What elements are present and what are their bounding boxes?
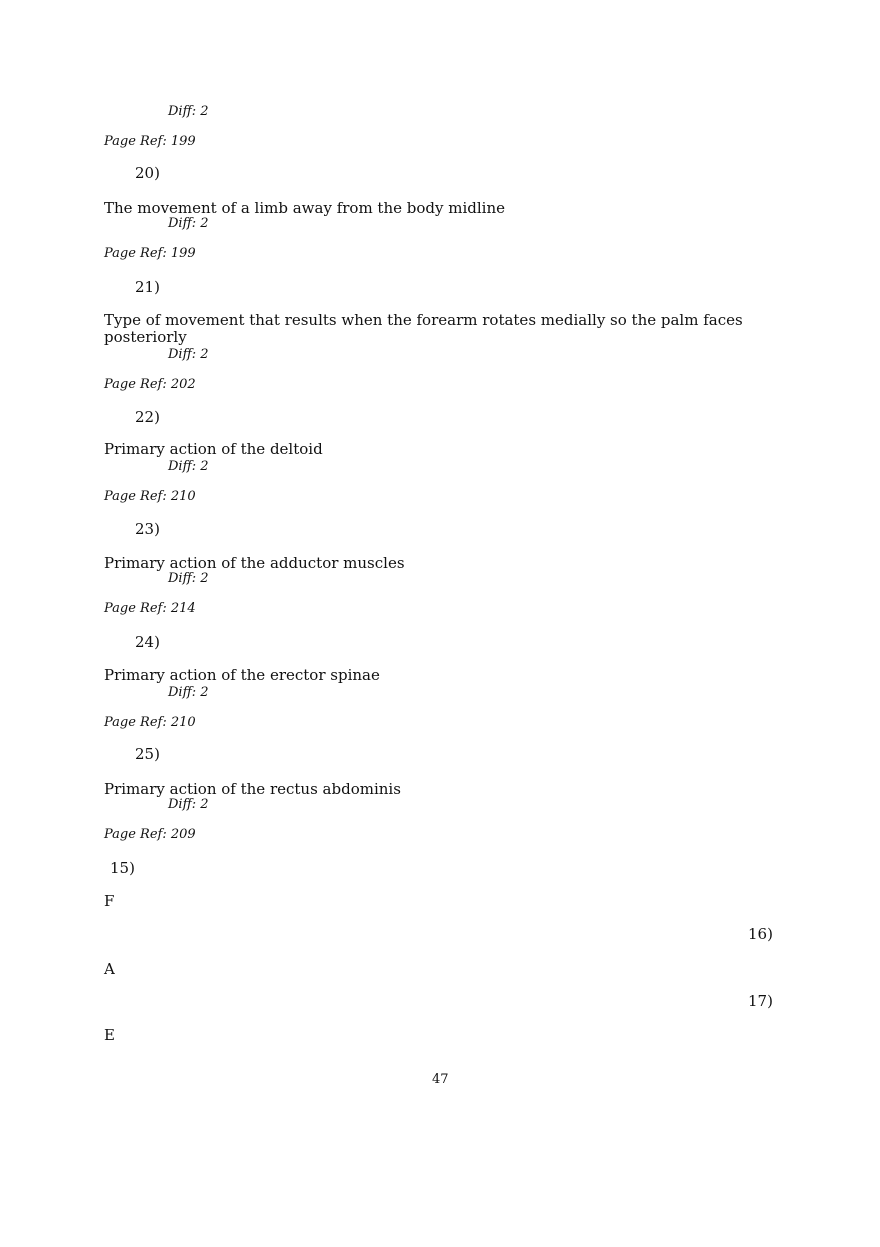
question-page-ref: Page Ref: 210 bbox=[104, 715, 196, 730]
answer-value: E bbox=[104, 1026, 115, 1044]
question-diff: Diff: 2 bbox=[168, 347, 209, 362]
question-text: Type of movement that results when the forearm rotates medially so the palm faces posteriorly bbox=[104, 311, 743, 346]
question-diff: Diff: 2 bbox=[168, 459, 209, 474]
answer-number: 16) bbox=[748, 925, 773, 943]
question-number: 22) bbox=[135, 408, 160, 426]
question-text: Primary action of the erector spinae bbox=[104, 666, 380, 684]
question-diff: Diff: 2 bbox=[168, 797, 209, 812]
question-diff: Diff: 2 bbox=[168, 571, 209, 586]
question-page-ref: Page Ref: 214 bbox=[104, 601, 196, 616]
question-text: The movement of a limb away from the body midline bbox=[104, 199, 506, 217]
question-page-ref: Page Ref: 202 bbox=[104, 377, 196, 392]
question-page-ref: Page Ref: 210 bbox=[104, 489, 196, 504]
question-number: 20) bbox=[135, 164, 160, 182]
question-page-ref: Page Ref: 209 bbox=[104, 827, 196, 842]
answer-number: 17) bbox=[748, 992, 773, 1010]
answer-value: A bbox=[104, 960, 115, 978]
question-diff: Diff: 2 bbox=[168, 685, 209, 700]
question-text: Primary action of the deltoid bbox=[104, 440, 323, 458]
question-number: 25) bbox=[135, 745, 160, 763]
question-number: 21) bbox=[135, 278, 160, 296]
pre-diff: Diff: 2 bbox=[168, 104, 209, 119]
answer-value: F bbox=[104, 892, 115, 910]
pre-page-ref: Page Ref: 199 bbox=[104, 134, 196, 149]
question-diff: Diff: 2 bbox=[168, 216, 209, 231]
question-page-ref: Page Ref: 199 bbox=[104, 246, 196, 261]
answer-number: 15) bbox=[110, 859, 135, 877]
question-text: Primary action of the rectus abdominis bbox=[104, 780, 401, 798]
question-number: 23) bbox=[135, 520, 160, 538]
question-text: Primary action of the adductor muscles bbox=[104, 554, 405, 572]
question-number: 24) bbox=[135, 633, 160, 651]
page-number: 47 bbox=[432, 1072, 449, 1087]
